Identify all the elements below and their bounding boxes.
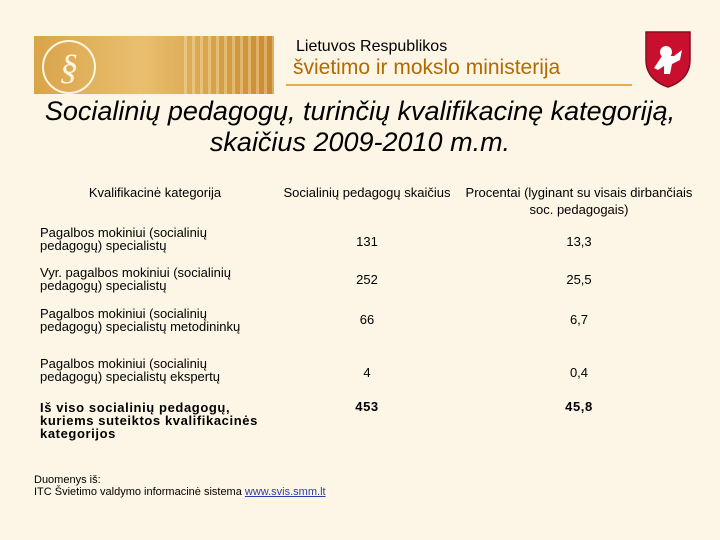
row-count: 4 [363,365,371,380]
row-category: Pagalbos mokiniui (socialinių pedagogų) specialistų [40,225,207,253]
row-count: 252 [356,272,378,287]
row-count: 131 [356,234,378,249]
row-percent: 6,7 [569,312,589,327]
page-title: Socialinių pedagogų, turinčių kvalifikacinę kategoriją, skaičius 2009-2010 m.m. [44,96,676,157]
ministry-emblem-icon: § [42,40,96,94]
ministry-name: švietimo ir mokslo ministerija [293,56,561,79]
table-row [36,266,698,307]
row-count: 66 [359,312,375,327]
banner-decoration [184,36,274,94]
row-category: Iš viso socialinių pedagogų, kuriems suteiktos kvalifikacinės kategorijos [40,400,258,441]
row-percent: 25,5 [566,272,592,287]
ministry-logo-banner [34,36,274,94]
row-percent: 45,8 [565,399,593,414]
column-header-category: Kvalifikacinė kategorija [88,185,222,200]
column-header-percent: Procentai (lyginant su visais dirbančiais soc. pedagogais) [465,185,693,217]
table-total-row [36,397,698,445]
coat-of-arms-icon [644,30,692,88]
source-line [34,486,326,498]
table-row [36,357,698,397]
row-category: Pagalbos mokiniui (socialinių pedagogų) specialistų metodininkų [40,306,241,334]
table-row [36,307,698,357]
header-divider [286,84,632,86]
source-link[interactable]: www.svis.smm.lt [244,486,326,498]
source-name: ITC Švietimo valdymo informacinė sistema [34,486,242,498]
ministry-country: Lietuvos Respublikos [296,38,448,55]
source-label: Duomenys iš: [34,474,101,486]
source-footer [34,474,326,498]
statistics-table [36,184,698,445]
row-count: 453 [355,399,379,414]
column-header-count: Socialinių pedagogų skaičius [283,185,451,200]
table-header-row [36,184,698,226]
row-category: Pagalbos mokiniui (socialinių pedagogų) specialistų ekspertų [40,356,220,384]
table-row [36,226,698,266]
row-percent: 13,3 [566,234,592,249]
row-percent: 0,4 [569,365,589,380]
row-category: Vyr. pagalbos mokiniui (socialinių pedagogų) specialistų [40,265,232,293]
